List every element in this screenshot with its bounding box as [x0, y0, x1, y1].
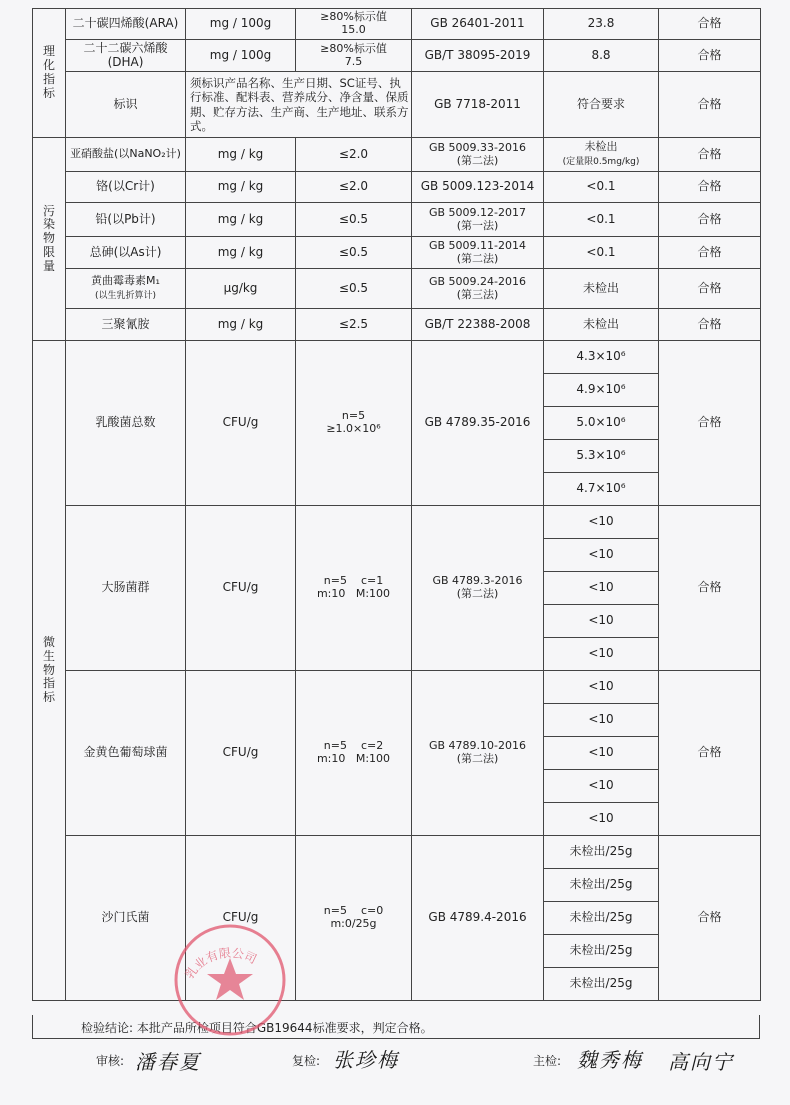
standard-cell: ≥80%标示值 7.5 [296, 40, 412, 72]
method-cell: GB 5009.123-2014 [412, 172, 544, 203]
unit-cell: CFU/g [186, 836, 296, 1001]
item-cell: 金黄色葡萄球菌 [66, 671, 186, 836]
table-row [33, 203, 761, 237]
item-cell: 二十碳四烯酸(ARA) [66, 9, 186, 40]
standard-cell: n=5 c=2 m:10 M:100 [296, 671, 412, 836]
verdict-cell: 合格 [659, 309, 761, 341]
standard-cell: n=5 c=1 m:10 M:100 [296, 506, 412, 671]
result-cell: <10 [544, 638, 659, 671]
result-cell: 4.3×10⁶ [544, 341, 659, 374]
result-cell: <0.1 [544, 203, 659, 237]
method-cell: GB 5009.24-2016 (第三法) [412, 269, 544, 309]
standard-cell: ≤2.0 [296, 138, 412, 172]
table-row [33, 836, 761, 869]
result-cell: <10 [544, 803, 659, 836]
review-label: 审核: [96, 1054, 125, 1068]
section-pollutant: 污 染 物 限 量 [33, 138, 66, 341]
result-cell: 未检出/25g [544, 869, 659, 902]
verdict-cell: 合格 [659, 341, 761, 506]
section-micro: 微 生 物 指 标 [33, 341, 66, 1001]
standard-cell: ≥80%标示值 15.0 [296, 9, 412, 40]
standard-cell: ≤0.5 [296, 269, 412, 309]
table-row [33, 9, 761, 40]
verdict-cell: 合格 [659, 269, 761, 309]
item-cell: 大肠菌群 [66, 506, 186, 671]
standard-cell: ≤2.5 [296, 309, 412, 341]
result-cell: <0.1 [544, 172, 659, 203]
verdict-cell: 合格 [659, 172, 761, 203]
method-cell: GB/T 38095-2019 [412, 40, 544, 72]
standard-cell: 须标识产品名称、生产日期、SC证号、执行标准、配料表、营养成分、净含量、保质期、贮存方法、生产商、生产地址、联系方式。 [186, 72, 412, 138]
table-row [33, 138, 761, 172]
review-signature: 潘春夏 [135, 1050, 201, 1074]
method-cell: GB/T 22388-2008 [412, 309, 544, 341]
standard-cell: ≤2.0 [296, 172, 412, 203]
result-cell: <10 [544, 704, 659, 737]
item-cell: 标识 [66, 72, 186, 138]
unit-cell: CFU/g [186, 506, 296, 671]
method-cell: GB 5009.11-2014 (第二法) [412, 237, 544, 269]
result-cell: 23.8 [544, 9, 659, 40]
result-cell: 未检出/25g [544, 968, 659, 1001]
table-row [33, 172, 761, 203]
method-cell: GB 4789.35-2016 [412, 341, 544, 506]
verdict-cell: 合格 [659, 72, 761, 138]
recheck-label: 复检: [292, 1054, 321, 1068]
item-cell: 二十二碳六烯酸(DHA) [66, 40, 186, 72]
section-physchem: 理 化 指 标 [33, 9, 66, 138]
table-row [33, 341, 761, 374]
result-cell: <10 [544, 539, 659, 572]
main-signature-1: 魏秀梅 [577, 1048, 643, 1072]
result-cell: 未检出 [544, 269, 659, 309]
table-row [33, 237, 761, 269]
result-cell: 未检出/25g [544, 902, 659, 935]
method-cell: GB 4789.4-2016 [412, 836, 544, 1001]
item-cell: 总砷(以As计) [66, 237, 186, 269]
item-cell: 乳酸菌总数 [66, 341, 186, 506]
method-cell: GB 26401-2011 [412, 9, 544, 40]
result-cell: 未检出 [544, 309, 659, 341]
verdict-cell: 合格 [659, 40, 761, 72]
standard-cell: n=5 c=0 m:0/25g [296, 836, 412, 1001]
table-row [33, 309, 761, 341]
method-cell: GB 4789.10-2016 (第二法) [412, 671, 544, 836]
unit-cell: mg / 100g [186, 9, 296, 40]
unit-cell: μg/kg [186, 269, 296, 309]
method-cell: GB 4789.3-2016 (第二法) [412, 506, 544, 671]
verdict-cell: 合格 [659, 9, 761, 40]
standard-cell: n=5 ≥1.0×10⁶ [296, 341, 412, 506]
method-cell: GB 5009.33-2016 (第二法) [412, 138, 544, 172]
verdict-cell: 合格 [659, 237, 761, 269]
result-cell: 4.9×10⁶ [544, 374, 659, 407]
unit-cell: CFU/g [186, 341, 296, 506]
item-cell: 黄曲霉毒素M₁ (以生乳折算计) [66, 269, 186, 309]
unit-cell: mg / kg [186, 138, 296, 172]
result-cell: <10 [544, 770, 659, 803]
result-cell: 8.8 [544, 40, 659, 72]
verdict-cell: 合格 [659, 203, 761, 237]
verdict-cell: 合格 [659, 836, 761, 1001]
item-cell: 亚硝酸盐(以NaNO₂计) [66, 138, 186, 172]
result-cell: 未检出/25g [544, 836, 659, 869]
conclusion: 检验结论: 本批产品所检项目符合GB19644标准要求，判定合格。 [32, 1015, 760, 1039]
verdict-cell: 合格 [659, 506, 761, 671]
item-cell: 铅(以Pb计) [66, 203, 186, 237]
result-cell: 5.3×10⁶ [544, 440, 659, 473]
company-seal [170, 920, 290, 1040]
result-cell: 未检出 (定量限0.5mg/kg) [544, 138, 659, 172]
result-cell: <10 [544, 671, 659, 704]
inspection-table [32, 8, 761, 1001]
method-cell: GB 5009.12-2017 (第一法) [412, 203, 544, 237]
table-row [33, 72, 761, 138]
standard-cell: ≤0.5 [296, 237, 412, 269]
unit-cell: mg / kg [186, 237, 296, 269]
method-cell: GB 7718-2011 [412, 72, 544, 138]
standard-cell: ≤0.5 [296, 203, 412, 237]
result-cell: 4.7×10⁶ [544, 473, 659, 506]
unit-cell: mg / kg [186, 203, 296, 237]
table-row [33, 269, 761, 309]
result-cell: <10 [544, 737, 659, 770]
unit-cell: mg / kg [186, 172, 296, 203]
result-cell: 符合要求 [544, 72, 659, 138]
verdict-cell: 合格 [659, 671, 761, 836]
table-row [33, 671, 761, 704]
recheck-signature: 张珍梅 [333, 1048, 399, 1072]
table-row [33, 506, 761, 539]
verdict-cell: 合格 [659, 138, 761, 172]
item-cell: 三聚氰胺 [66, 309, 186, 341]
result-cell: 5.0×10⁶ [544, 407, 659, 440]
seal-text: 乳业有限公司 [182, 945, 259, 982]
result-cell: <0.1 [544, 237, 659, 269]
unit-cell: CFU/g [186, 671, 296, 836]
unit-cell: mg / kg [186, 309, 296, 341]
main-signature-2: 高向宁 [668, 1050, 734, 1074]
main-label: 主检: [533, 1054, 562, 1068]
result-cell: <10 [544, 572, 659, 605]
item-cell: 铬(以Cr计) [66, 172, 186, 203]
unit-cell: mg / 100g [186, 40, 296, 72]
item-cell: 沙门氏菌 [66, 836, 186, 1001]
result-cell: <10 [544, 506, 659, 539]
result-cell: 未检出/25g [544, 935, 659, 968]
result-cell: <10 [544, 605, 659, 638]
table-row [33, 40, 761, 72]
